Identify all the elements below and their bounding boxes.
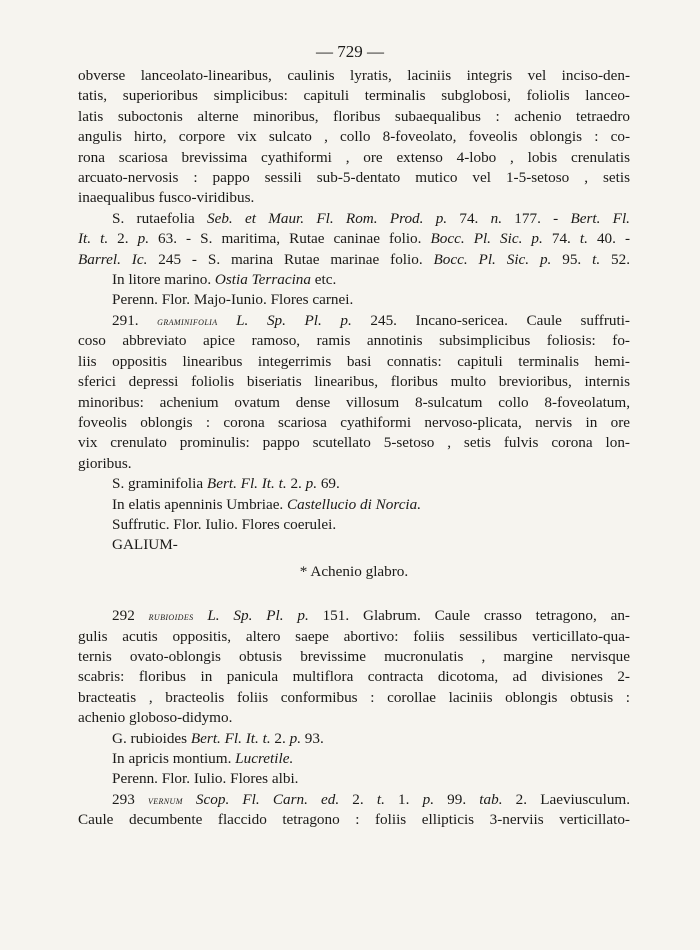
text-line: coso abbreviato apice ramoso, ramis annotinis subsimplicibus foliosis: fo- (78, 332, 630, 350)
species-291-synonymy (78, 474, 630, 494)
text-line: inaequalibus fusco-viridibus. (78, 189, 255, 207)
species-name: rubioides (148, 609, 194, 624)
text-line: gioribus. (78, 454, 132, 472)
page-number: — 729 — (316, 42, 384, 61)
text-line: bracteatis , bracteolis foliis conformibus : corollae laciniis oblongis obtusis : (78, 688, 630, 706)
text-line: S. graminifolia Bert. Fl. It. t. 2. p. 69. (112, 475, 340, 493)
species-291-flowering (78, 515, 630, 535)
species-292-synonymy (78, 729, 630, 749)
text-line: angulis hirto, corpore vix sulcato , collo 8-foveolato, foveolis oblongis : co- (78, 128, 630, 146)
text-line: S. rutaefolia Seb. et Maur. Fl. Rom. Prod. p. 74. n. 177. - Bert. Fl. (112, 209, 630, 227)
text-line: gulis acutis oppositis, altero saepe abortivo: foliis sessilibus verticillato-qua- (78, 627, 630, 645)
text-line: ternis ovato-oblongis obtusis brevissime mucronulatis , margine nervisque (78, 647, 630, 665)
text-line: Perenn. Flor. Iulio. Flores albi. (112, 770, 299, 788)
text-line: obverse lanceolato-linearibus, caulinis lyratis, laciniis integris vel inciso-den- (78, 67, 630, 84)
text-line: minoribus: achenium ovatum dense villosum 8-sulcatum collo 8-foveolatum, (78, 393, 630, 411)
text-line: 292 rubioides L. Sp. Pl. p. 151. Glabrum. Caule crasso tetragono, an- (112, 607, 630, 625)
text-line: vix crenulato prominulis: pappo scutellato 5-setoso , setis fulvis corona lon- (78, 434, 630, 452)
species-290-flowering (78, 290, 630, 310)
text-line: rona scariosa brevissima cyathiformi , ore extenso 4-lobo , lobis crenulatis (78, 148, 630, 166)
text-line: G. rubioides Bert. Fl. It. t. 2. p. 93. (112, 729, 324, 747)
text-line: In elatis apenninis Umbriae. Castellucio di Norcia. (112, 495, 422, 513)
species-292-habitat (78, 749, 630, 769)
text-line: arcuato-nervosis : pappo sessili sub-5-dentato mutico vel 1-5-setoso , setis (78, 169, 630, 187)
text-line: It. t. 2. p. 63. - S. maritima, Rutae caninae folio. Bocc. Pl. Sic. p. 74. t. 40. - (78, 230, 631, 248)
genus-heading (78, 535, 630, 555)
text-line: tatis, superioribus simplicibus: capituli terminalis subglobosi, foliolis lanceo- (78, 87, 630, 105)
text-line: Barrel. Ic. 245 - S. marina Rutae marinae folio. Bocc. Pl. Sic. p. 95. t. 52. (78, 250, 631, 268)
text-line: achenio globoso-didymo. (78, 709, 233, 727)
section-heading: * Achenio glabro. (299, 562, 409, 580)
text-line: In apricis montium. Lucretile. (112, 750, 294, 767)
text-line: Perenn. Flor. Majo-Iunio. Flores carnei. (112, 291, 354, 309)
species-292-flowering (78, 769, 630, 789)
text-line: 291. graminifolia L. Sp. Pl. p. 245. Incano-sericea. Caule suffruti- (112, 311, 630, 329)
text-line: Caule decumbente flaccido tetragono : foliis ellipticis 3-nerviis verticillato- (78, 811, 630, 829)
species-290-description (78, 66, 630, 209)
species-290-synonymy (78, 209, 630, 270)
spacer (78, 582, 630, 606)
text-line: sferici depressi foliolis biseriatis linearibus, floribus multo brevioribus, internis (78, 373, 630, 391)
species-293-entry (78, 790, 630, 831)
species-291-habitat (78, 495, 630, 515)
text-line: Suffrutic. Flor. Iulio. Flores coerulei. (112, 515, 337, 533)
text-line: scabris: floribus in panicula multiflora contracta dicotoma, ad divisiones 2- (78, 668, 630, 686)
text-line: foveolis oblongis : corona scariosa cyathiformi nervoso-plicata, nervis in ore (78, 413, 630, 431)
text-line: 293 vernum Scop. Fl. Carn. ed. 2. t. 1. p. 99. tab. 2. Laeviusculum. (112, 790, 631, 808)
text-line: latis suboctonis alterne minoribus, floribus subaequalibus : achenio tetraedro (78, 107, 630, 125)
species-292-entry (78, 606, 630, 728)
text-line: In litore marino. Ostia Terracina etc. (112, 271, 337, 289)
species-290-habitat (78, 270, 630, 290)
species-291-entry (78, 311, 630, 474)
species-name: vernum (147, 792, 183, 807)
page-body (78, 66, 630, 831)
text-line: liis oppositis linearibus integerrimis basi connatis: capituli terminalis hemi- (78, 352, 630, 370)
genus-title: GALIUM- (112, 536, 178, 554)
species-name: graminifolia (157, 313, 218, 328)
